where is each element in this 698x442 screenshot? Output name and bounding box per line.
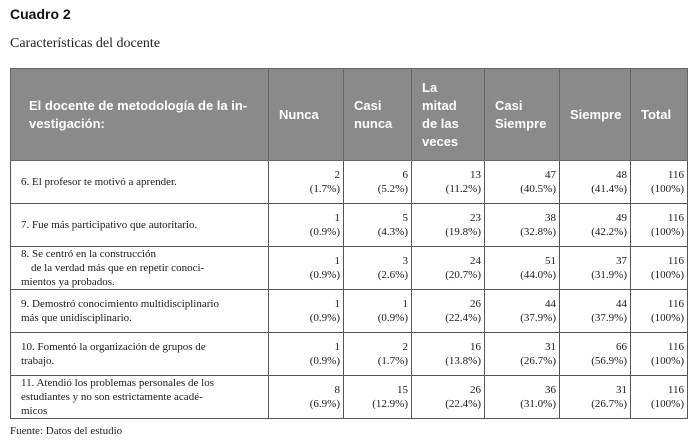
cell-nunca: [269, 290, 344, 333]
cell-mitad: [412, 204, 485, 247]
cell-casi-siempre: [485, 247, 560, 290]
header-casi-siempre: Casi Siempre: [485, 69, 560, 161]
statement-cell: 10. Fomentó la organización de grupos de trabajo.: [11, 333, 269, 376]
cell-percent: (11.2%): [445, 183, 481, 195]
cell-percent: (26.7%): [520, 355, 556, 367]
cell-nunca: [269, 247, 344, 290]
cell-count: 116: [667, 384, 684, 396]
cell-percent: (31.9%): [591, 269, 627, 281]
table-row: [11, 333, 688, 376]
cell-mitad: [412, 247, 485, 290]
cell-casi-siempre: [485, 333, 560, 376]
table-row: [11, 376, 688, 419]
cell-percent: (41.4%): [591, 183, 627, 195]
table-row: [11, 204, 688, 247]
cell-percent: (1.7%): [377, 355, 408, 367]
table-caption: Características del docente: [10, 36, 161, 51]
cell-casi-nunca: [344, 161, 412, 204]
cell-count: 6: [402, 169, 408, 181]
cell-siempre: [560, 290, 631, 333]
cell-percent: (100%): [651, 226, 684, 238]
teacher-characteristics-table: [10, 68, 688, 419]
cell-percent: (100%): [651, 183, 684, 195]
cell-count: 44: [616, 298, 627, 310]
cell-casi-nunca: [344, 290, 412, 333]
cell-percent: (13.8%): [445, 355, 481, 367]
statement-cell: 9. Demostró conocimiento multidisciplinario más que unidisciplinario.: [11, 290, 269, 333]
cell-percent: (20.7%): [445, 269, 481, 281]
cell-casi-siempre: [485, 376, 560, 419]
cell-count: 116: [667, 212, 684, 224]
header-row: [11, 69, 688, 161]
cell-mitad: [412, 333, 485, 376]
statement-cell: 6. El profesor te motivó a aprender.: [11, 161, 269, 204]
cell-casi-siempre: [485, 204, 560, 247]
cell-nunca: [269, 161, 344, 204]
cell-percent: (0.9%): [377, 312, 408, 324]
cell-count: 48: [616, 169, 627, 181]
cell-count: 23: [470, 212, 481, 224]
cell-nunca: [269, 376, 344, 419]
cell-count: 2: [402, 341, 408, 353]
cell-count: 66: [616, 341, 627, 353]
cell-casi-nunca: [344, 247, 412, 290]
cell-count: 36: [545, 384, 556, 396]
cell-count: 38: [545, 212, 556, 224]
cell-count: 1: [334, 255, 340, 267]
cell-count: 116: [667, 341, 684, 353]
header-statement: El docente de metodología de la in- vestigación:: [11, 69, 269, 161]
table-number: Cuadro 2: [10, 6, 71, 22]
cell-count: 24: [470, 255, 481, 267]
cell-percent: (100%): [651, 312, 684, 324]
cell-mitad: [412, 376, 485, 419]
cell-siempre: [560, 161, 631, 204]
statement-cell: 11. Atendió los problemas personales de los estudiantes y no son estrictamente acadé- micos: [11, 376, 269, 419]
cell-count: 31: [545, 341, 556, 353]
statement-cell: 8. Se centró en la construcción de la verdad más que en repetir conoci- mientos ya probados.: [11, 247, 269, 290]
cell-percent: (2.6%): [377, 269, 408, 281]
cell-percent: (100%): [651, 355, 684, 367]
cell-total: [631, 247, 688, 290]
cell-percent: (22.4%): [445, 312, 481, 324]
cell-nunca: [269, 204, 344, 247]
header-mitad: La mitad de las veces: [412, 69, 485, 161]
cell-percent: (26.7%): [591, 398, 627, 410]
cell-percent: (40.5%): [520, 183, 556, 195]
cell-casi-siempre: [485, 161, 560, 204]
cell-count: 1: [334, 212, 340, 224]
cell-percent: (42.2%): [591, 226, 627, 238]
table-source: Fuente: Datos del estudio: [10, 425, 123, 437]
cell-count: 44: [545, 298, 556, 310]
cell-percent: (56.9%): [591, 355, 627, 367]
cell-count: 2: [334, 169, 340, 181]
cell-percent: (0.9%): [309, 355, 340, 367]
cell-siempre: [560, 247, 631, 290]
statement-cell: 7. Fue más participativo que autoritario.: [11, 204, 269, 247]
cell-count: 116: [667, 298, 684, 310]
cell-percent: (22.4%): [445, 398, 481, 410]
cell-count: 13: [470, 169, 481, 181]
cell-count: 26: [470, 298, 481, 310]
cell-percent: (100%): [651, 269, 684, 281]
cell-percent: (0.9%): [309, 269, 340, 281]
cell-siempre: [560, 333, 631, 376]
table-row: [11, 247, 688, 290]
table-row: [11, 290, 688, 333]
cell-percent: (12.9%): [372, 398, 408, 410]
header-siempre: Siempre: [560, 69, 631, 161]
cell-count: 47: [545, 169, 556, 181]
cell-percent: (44.0%): [520, 269, 556, 281]
cell-count: 8: [334, 384, 340, 396]
cell-percent: (4.3%): [377, 226, 408, 238]
cell-siempre: [560, 204, 631, 247]
cell-total: [631, 204, 688, 247]
cell-percent: (37.9%): [520, 312, 556, 324]
cell-count: 116: [667, 255, 684, 267]
cell-percent: (31.0%): [520, 398, 556, 410]
cell-casi-nunca: [344, 333, 412, 376]
cell-percent: (100%): [651, 398, 684, 410]
cell-casi-siempre: [485, 290, 560, 333]
header-casi-nunca: Casi nunca: [344, 69, 412, 161]
cell-percent: (0.9%): [309, 312, 340, 324]
cell-siempre: [560, 376, 631, 419]
cell-count: 116: [667, 169, 684, 181]
cell-total: [631, 161, 688, 204]
cell-percent: (32.8%): [520, 226, 556, 238]
cell-count: 16: [470, 341, 481, 353]
cell-count: 3: [402, 255, 408, 267]
cell-count: 31: [616, 384, 627, 396]
cell-count: 26: [470, 384, 481, 396]
cell-percent: (6.9%): [309, 398, 340, 410]
cell-count: 51: [545, 255, 556, 267]
cell-nunca: [269, 333, 344, 376]
cell-percent: (0.9%): [309, 226, 340, 238]
cell-percent: (19.8%): [445, 226, 481, 238]
header-total: Total: [631, 69, 688, 161]
cell-mitad: [412, 161, 485, 204]
cell-count: 37: [616, 255, 627, 267]
cell-count: 1: [334, 341, 340, 353]
cell-casi-nunca: [344, 376, 412, 419]
cell-percent: (37.9%): [591, 312, 627, 324]
header-nunca: Nunca: [269, 69, 344, 161]
cell-count: 1: [402, 298, 408, 310]
cell-mitad: [412, 290, 485, 333]
cell-total: [631, 376, 688, 419]
cell-percent: (5.2%): [377, 183, 408, 195]
cell-casi-nunca: [344, 204, 412, 247]
cell-count: 15: [397, 384, 408, 396]
table-row: [11, 161, 688, 204]
cell-count: 49: [616, 212, 627, 224]
cell-total: [631, 333, 688, 376]
cell-count: 1: [334, 298, 340, 310]
cell-percent: (1.7%): [309, 183, 340, 195]
cell-count: 5: [402, 212, 408, 224]
cell-total: [631, 290, 688, 333]
